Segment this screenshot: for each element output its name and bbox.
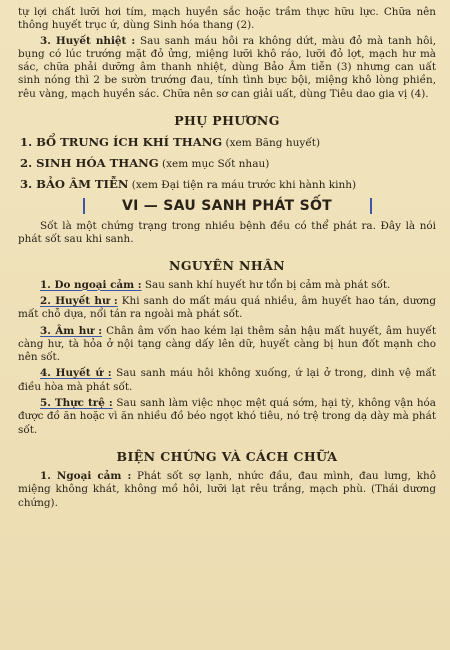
- item-text: Sau sanh máu hôi ra không dứt, màu đỏ mà tanh hôi, bụng có lúc trướng mặt đỏ ửng, miệng lưỡi khô ráo, lưỡi đỏ lợt, mạch hư mà sác, chữa phải dưỡng âm thanh nhiệt, dùng Bảo Âm tiễn (3) nhưng can uất sinh nóng thì 2 be sườn trướng đau, tính tình bực bội, miệng khô lòng phiền, rêu vàng, mạch huyền sác. Chữa nên sơ can giải uất, dùng Tiêu dao gia vị (4).: [18, 34, 437, 100]
- paragraph-continued: tự lợi chất lưỡi hơi tím, mạch huyền sắc hoặc trầm thực hữu lực. Chữa nên thông huyết trục ứ, dùng Sinh hóa thang (2).: [18, 6, 436, 32]
- item-heading: 3. Âm hư :: [40, 324, 103, 337]
- item-text: Chân âm vốn hao kém lại thêm sản hậu mất huyết, âm huyết càng hư, tà hỏa ở nội tạng càng dấy lên dữ, huyết càng bị hun đốt mạnh cho nên sốt.: [18, 324, 437, 364]
- item-heading: 4. Huyết ứ :: [40, 367, 112, 380]
- remedy-note: (xem Băng huyết): [222, 137, 321, 150]
- list-item: [18, 279, 436, 292]
- heading-phu-phuong: PHỤ PHƯƠNG: [174, 113, 280, 129]
- heading-nguyen-nhan: NGUYÊN NHÂN: [169, 257, 285, 273]
- paragraph-huyet-nhiet: [18, 35, 436, 101]
- item-text: Sau sanh làm việc nhọc mệt quá sớm, hại tỳ, không vận hóa được đồ ăn hoặc vì ăn nhiều đồ béo ngọt khó tiêu, nó trệ trong dạ dày mà phát sốt.: [18, 397, 436, 436]
- causes-list: [18, 279, 436, 437]
- list-item: [18, 397, 436, 437]
- remedy-name: 1. BỔ TRUNG ÍCH KHÍ THANG: [20, 135, 223, 150]
- item-text: Sau sanh khí huyết hư tổn bị cảm mà phát sốt.: [141, 278, 391, 291]
- section-title: VI — SAU SANH PHÁT SỐT: [83, 198, 372, 214]
- list-item: [18, 132, 436, 153]
- list-item: [18, 325, 436, 365]
- item-text: Phát sốt sợ lạnh, nhức đầu, đau mình, đau lưng, khô miệng không khát, không mồ hôi, lưỡi lạt rêu trắng, mạch phù. (Thái dương chứng).: [18, 469, 436, 509]
- remedy-name: 3. BẢO ÂM TIỄN: [20, 177, 129, 192]
- remedy-name: 2. SINH HÓA THANG: [20, 156, 159, 171]
- remedy-note: (xem mục Sốt nhau): [158, 158, 270, 171]
- intro-paragraph: Sốt là một chứng trạng trong nhiều bệnh đều có thể phát ra. Đây là nói phát sốt sau khi sanh.: [18, 220, 436, 246]
- list-item: [18, 174, 436, 195]
- list-item: [18, 295, 436, 322]
- paragraph-ngoai-cam: [18, 470, 436, 510]
- item-heading: 1. Ngoại cảm :: [40, 469, 132, 482]
- list-item: [18, 153, 436, 174]
- item-text: Sau sanh máu hôi không xuống, ứ lại ở trong, dinh vệ mất điều hòa mà phát sốt.: [18, 367, 436, 393]
- list-item: [18, 367, 436, 394]
- heading-bien-chung: BIỆN CHỨNG VÀ CÁCH CHỮA: [116, 448, 338, 464]
- item-heading: 5. Thực trệ :: [40, 397, 113, 410]
- item-heading: 2. Huyết hư :: [40, 294, 118, 307]
- remedy-note: (xem Đại tiện ra máu trước khi hành kinh): [128, 179, 357, 192]
- item-text: Khi sanh do mất máu quá nhiều, âm huyết hao tán, dương mất chỗ dựa, nổi tán ra ngoài mà phát sốt.: [18, 294, 437, 321]
- item-heading: 3. Huyết nhiệt :: [40, 34, 136, 47]
- phu-phuong-list: [18, 132, 436, 195]
- item-heading: 1. Do ngoại cảm :: [40, 278, 142, 291]
